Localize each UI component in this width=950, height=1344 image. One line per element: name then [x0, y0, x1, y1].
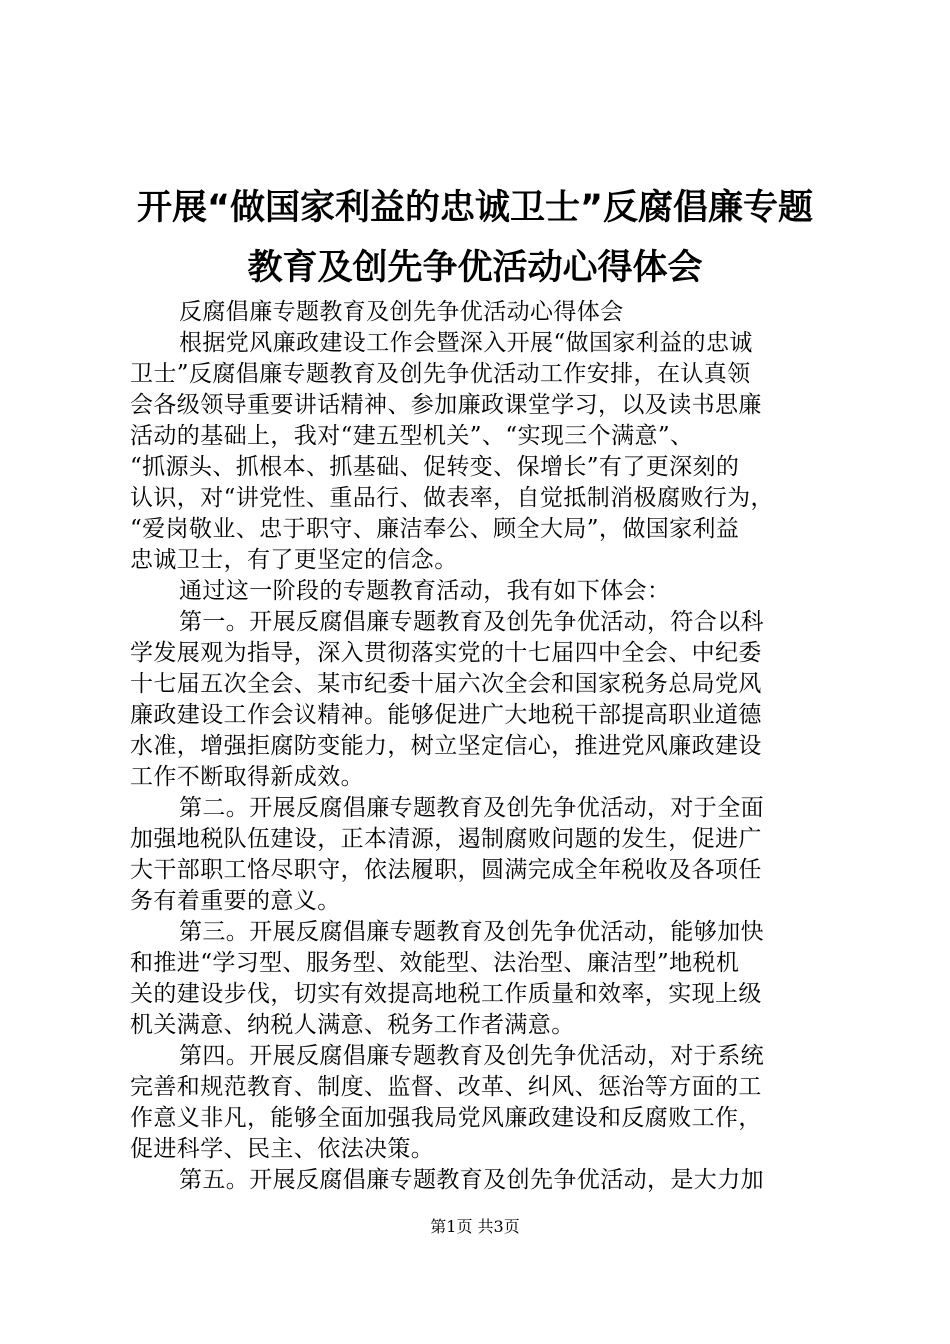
body-line: 反腐倡廉专题教育及创先争优活动心得体会: [179, 299, 624, 325]
body-line: 卫士”反腐倡廉专题教育及创先争优活动工作安排，在认真领: [130, 361, 751, 387]
document-title-line-2: 教育及创先争优活动心得体会: [247, 248, 703, 288]
body-line: 作意义非凡，能够全面加强我局党风廉政建设和反腐败工作，: [130, 1105, 762, 1131]
body-line: 第二。开展反腐倡廉专题教育及创先争优活动，对于全面: [179, 795, 764, 821]
body-line: 十七届五次全会、某市纪委十届六次全会和国家税务总局党风: [130, 671, 762, 697]
body-line: “抓源头、抓根本、抓基础、促转变、保增长”有了更深刻的: [130, 454, 740, 480]
body-line: 第三。开展反腐倡廉专题教育及创先争优活动，能够加快: [179, 919, 764, 945]
document-body: [130, 297, 830, 1196]
body-line: 根据党风廉政建设工作会暨深入开展“做国家利益的忠诚: [179, 330, 753, 356]
body-line: 通过这一阶段的专题教育活动，我有如下体会：: [179, 578, 671, 604]
document-title-line-1: 开展“做国家利益的忠诚卫士”反腐倡廉专题: [136, 188, 813, 228]
body-line: 活动的基础上，我对“建五型机关”、“实现三个满意”、: [130, 423, 694, 449]
body-line: 第四。开展反腐倡廉专题教育及创先争优活动，对于系统: [179, 1043, 764, 1069]
page-number-footer: 第1页 共3页: [430, 1217, 520, 1236]
body-line: 第一。开展反腐倡廉专题教育及创先争优活动，符合以科: [179, 609, 764, 635]
body-line: 学发展观为指导，深入贯彻落实党的十七届四中全会、中纪委: [130, 640, 762, 666]
body-line: 廉政建设工作会议精神。能够促进广大地税干部提高职业道德: [130, 702, 762, 728]
body-line: 关的建设步伐，切实有效提高地税工作质量和效率，实现上级: [130, 981, 762, 1007]
body-line: 促进科学、民主、依法决策。: [130, 1136, 435, 1162]
body-line: 第五。开展反腐倡廉专题教育及创先争优活动，是大力加: [179, 1167, 764, 1193]
body-line: 完善和规范教育、制度、监督、改革、纠风、惩治等方面的工: [130, 1074, 762, 1100]
body-line: 工作不断取得新成效。: [130, 764, 364, 790]
body-line: 会各级领导重要讲话精神、参加廉政课堂学习，以及读书思廉: [130, 392, 762, 418]
body-line: 水准，增强拒腐防变能力，树立坚定信心，推进党风廉政建设: [130, 733, 762, 759]
body-line: 和推进“学习型、服务型、效能型、法治型、廉洁型”地税机: [130, 950, 740, 976]
body-line: 加强地税队伍建设，正本清源，遏制腐败问题的发生，促进广: [130, 826, 762, 852]
body-line: 机关满意、纳税人满意、税务工作者满意。: [130, 1012, 575, 1038]
body-line: 忠诚卫士，有了更坚定的信念。: [130, 547, 458, 573]
body-line: 大干部职工恪尽职守，依法履职，圆满完成全年税收及各项任: [130, 857, 762, 883]
body-line: 务有着重要的意义。: [130, 888, 341, 914]
body-line: “爱岗敬业、忠于职守、廉洁奉公、顾全大局”，做国家利益: [130, 516, 740, 542]
body-line: 认识，对“讲党性、重品行、做表率，自觉抵制消极腐败行为，: [130, 485, 774, 511]
